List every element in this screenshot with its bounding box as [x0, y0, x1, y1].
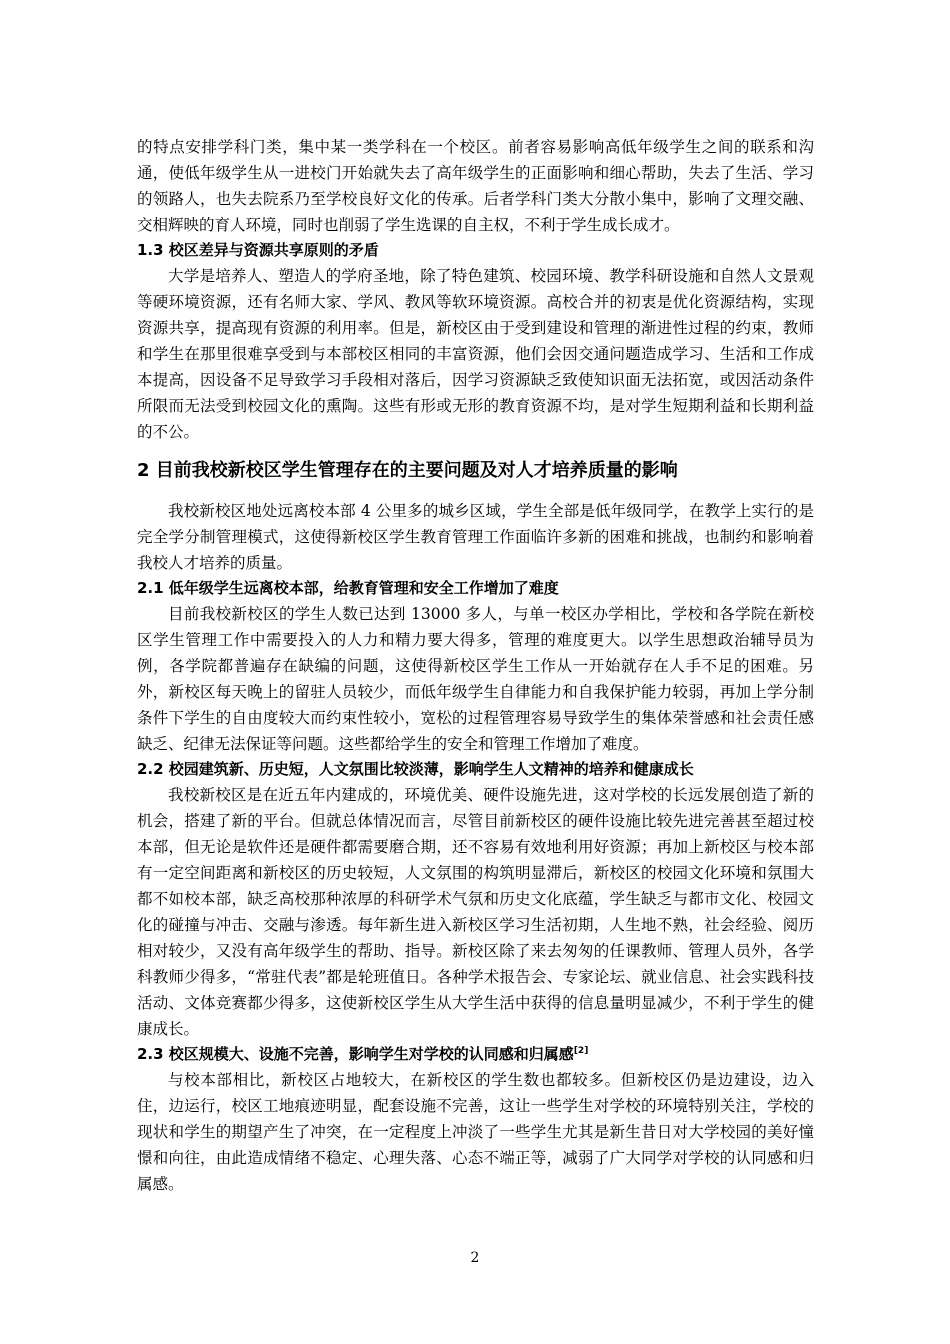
paragraph-2-intro: 我校新校区地处远离校本部 4 公里多的城乡区域，学生全部是低年级同学，在教学上实行的是完全学分制管理模式，这使得新校区学生教育管理工作面临许多新的困难和挑战，也制约和影响着我校人才培养的质量。 — [137, 502, 814, 572]
section-heading-1-3: 1.3 校区差异与资源共享原则的矛盾 — [137, 241, 379, 259]
section-heading-2-3 — [137, 1042, 814, 1067]
paragraph-1-3: 大学是培养人、塑造人的学府圣地，除了特色建筑、校园环境、教学科研设施和自然人文景观等硬环境资源，还有名师大家、学风、教风等软环境资源。高校合并的初衷是优化资源结构，实现资源共享，提高现有资源的利用率。但是，新校区由于受到建设和管理的渐进性过程的约束，教师和学生在那里很难享受到与本部校区相同的丰富资源，他们会因交通问题造成学习、生活和工作成本提高，因设备不足导致学习手段相对落后，因学习资源缺乏致使知识面无法拓宽，或因活动条件所限而无法受到校园文化的熏陶。这些有形或无形的教育资源不均，是对学生短期利益和长期利益的不公。 — [137, 267, 814, 441]
page-number: 2 — [470, 1250, 480, 1266]
citation-ref: [2] — [573, 1046, 589, 1056]
paragraph-2-3: 与校本部相比，新校区占地较大，在新校区的学生数也都较多。但新校区仍是边建设，边入住，边运行，校区工地痕迹明显，配套设施不完善，这让一些学生对学校的环境特别关注，学校的现状和学生的期望产生了冲突，在一定程度上冲淡了一些学生尤其是新生昔日对大学校园的美好憧憬和向往，由此造成情绪不稳定、心理失落、心态不端正等，减弱了广大同学对学校的认同感和归属感。 — [137, 1071, 814, 1193]
document-body — [137, 134, 814, 1197]
section-heading-2-3-text: 2.3 校区规模大、设施不完善，影响学生对学校的认同感和归属感 — [137, 1045, 574, 1063]
paragraph-continued: 的特点安排学科门类，集中某一类学科在一个校区。前者容易影响高低年级学生之间的联系和沟通，使低年级学生从一进校门开始就失去了高年级学生的正面影响和细心帮助，失去了生活、学习的领路人，也失去院系乃至学校良好文化的传承。后者学科门类大分散小集中，影响了文理交融、交相辉映的育人环境，同时也削弱了学生选课的自主权，不利于学生成长成才。 — [137, 138, 814, 234]
paragraph-2-2: 我校新校区是在近五年内建成的，环境优美、硬件设施先进，这对学校的长远发展创造了新的机会，搭建了新的平台。但就总体情况而言，尽管目前新校区的硬件设施比较先进完善甚至超过校本部，但无论是软件还是硬件都需要磨合期，还不容易有效地利用好资源；再加上新校区与校本部有一定空间距离和新校区的历史较短，人文氛围的构筑明显滞后，新校区的校园文化环境和氛围大都不如校本部，缺乏高校那种浓厚的科研学术气氛和历史文化底蕴，学生缺乏与都市文化、校园文化的碰撞与冲击、交融与渗透。每年新生进入新校区学习生活初期，人生地不熟，社会经验、阅历相对较少，又没有高年级学生的帮助、指导。新校区除了来去匆匆的任课教师、管理人员外，各学科教师少得多，“常驻代表”都是轮班值日。各种学术报告会、专家论坛、就业信息、社会实践科技活动、文体竞赛都少得多，这使新校区学生从大学生活中获得的信息量明显减少，不利于学生的健康成长。 — [137, 786, 814, 1038]
chapter-heading-2: 2 目前我校新校区学生管理存在的主要问题及对人才培养质量的影响 — [137, 460, 678, 481]
paragraph-2-1: 目前我校新校区的学生人数已达到 13000 多人，与单一校区办学相比，学校和各学院在新校区学生管理工作中需要投入的人力和精力要大得多，管理的难度更大。以学生思想政治辅导员为例，各学院都普遍存在缺编的问题，这使得新校区学生工作从一开始就存在人手不足的困难。另外，新校区每天晚上的留驻人员较少，而低年级学生自律能力和自我保护能力较弱，再加上学分制条件下学生的自由度较大而约束性较小，宽松的过程管理容易导致学生的集体荣誉感和社会责任感缺乏、纪律无法保证等问题。这些都给学生的安全和管理工作增加了难度。 — [137, 605, 814, 753]
section-heading-2-2: 2.2 校园建筑新、历史短，人文氛围比较淡薄，影响学生人文精神的培养和健康成长 — [137, 760, 694, 778]
section-heading-2-1: 2.1 低年级学生远离校本部，给教育管理和安全工作增加了难度 — [137, 579, 559, 597]
